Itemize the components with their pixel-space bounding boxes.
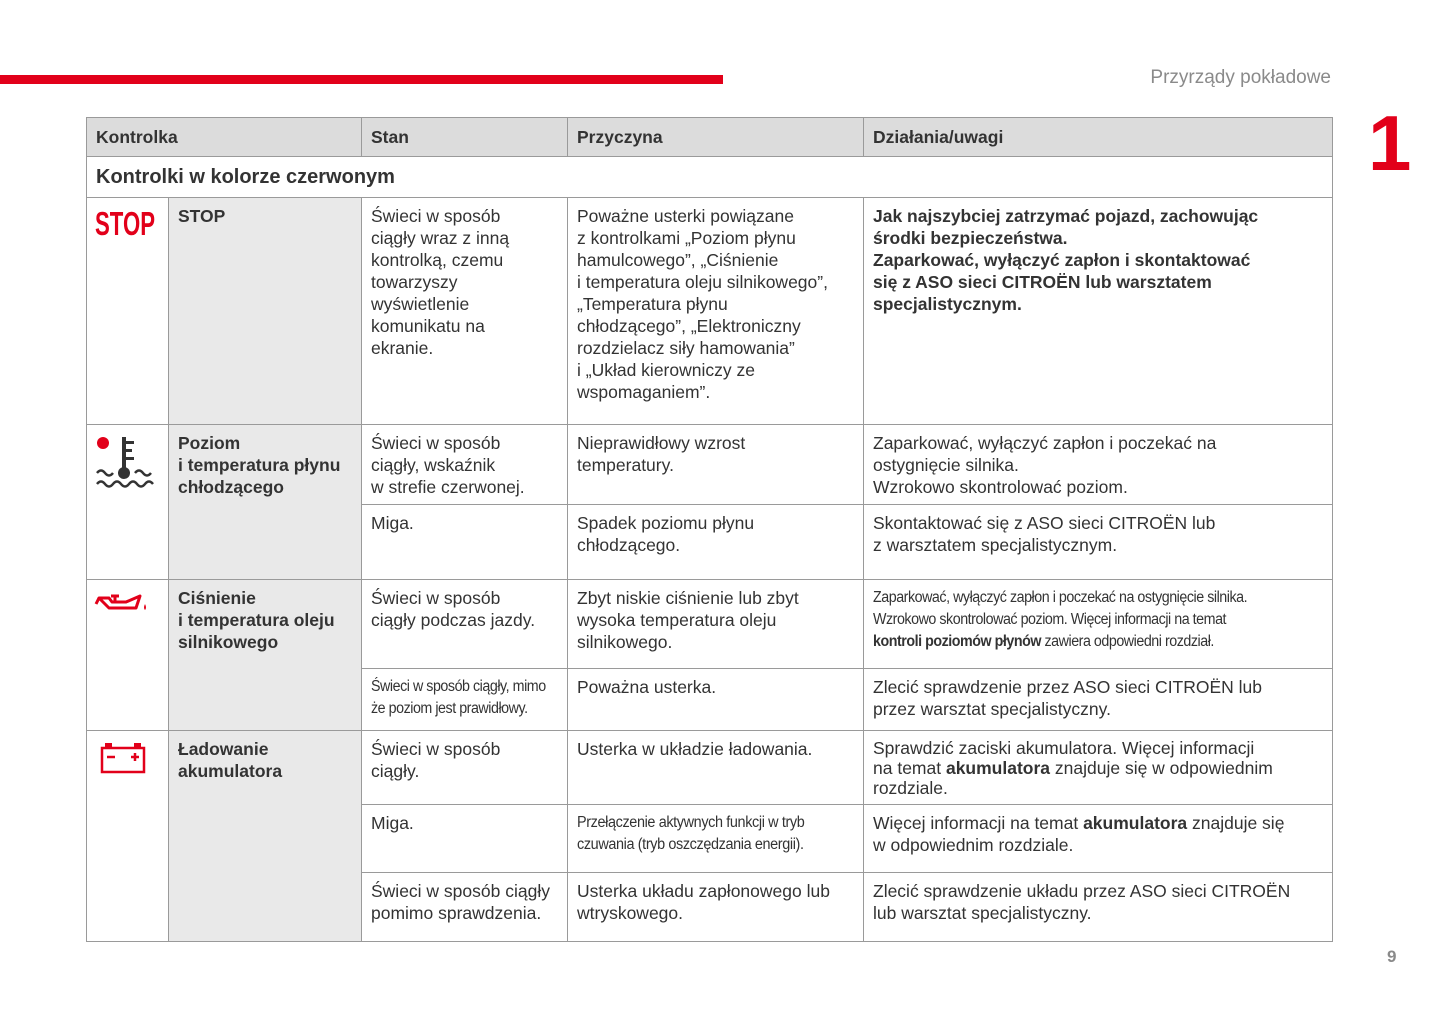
coolant-temperature-icon	[93, 429, 157, 493]
stop-icon-cell	[87, 198, 169, 425]
battery-action-2: Więcej informacji na temat akumulatora znajduje się w odpowiednim rozdziale.	[864, 805, 1333, 873]
table-header-row	[87, 118, 1333, 157]
battery-icon-cell	[87, 731, 169, 942]
stop-state: Świeci w sposób ciągły wraz z inną kontrolką, czemu towarzyszy wyświetlenie komunikatu na ekranie.	[362, 198, 568, 425]
stop-cause: Poważne usterki powiązane z kontrolkami „Poziom płynu hamulcowego”, „Ciśnienie i temperatura oleju silnikowego”, „Temperatura płynu chłodzącego”, „Elektroniczny rozdzielacz siły hamowania” i „Układ kierowniczy ze wspomaganiem”.	[568, 198, 864, 425]
oil-name: Ciśnienie i temperatura oleju silnikowego	[169, 580, 362, 731]
battery-cause-3: Usterka układu zapłonowego lub wtryskowego.	[568, 873, 864, 942]
warning-lights-table	[86, 117, 1333, 942]
stop-name: STOP	[169, 198, 362, 425]
table-row-coolant-1	[87, 425, 1333, 505]
column-header-kontrolka: Kontrolka	[87, 118, 362, 157]
oil-state-2: Świeci w sposób ciągły, mimo że poziom jest prawidłowy.	[362, 669, 568, 731]
battery-cause-1: Usterka w układzie ładowania.	[568, 731, 864, 805]
column-header-dzialania: Działania/uwagi	[864, 118, 1333, 157]
category-title: Kontrolki w kolorze czerwonym	[87, 157, 1333, 198]
battery-state-1: Świeci w sposób ciągły.	[362, 731, 568, 805]
section-title: Przyrządy pokładowe	[1150, 67, 1331, 88]
battery-icon	[93, 735, 157, 779]
oil-pressure-icon	[93, 584, 157, 624]
coolant-name: Poziom i temperatura płynu chłodzącego	[169, 425, 362, 580]
oil-cause-1: Zbyt niskie ciśnienie lub zbyt wysoka temperatura oleju silnikowego.	[568, 580, 864, 669]
column-header-stan: Stan	[362, 118, 568, 157]
header-red-bar	[0, 75, 723, 84]
coolant-icon-cell	[87, 425, 169, 580]
oil-icon-cell	[87, 580, 169, 731]
battery-state-2: Miga.	[362, 805, 568, 873]
battery-state-3: Świeci w sposób ciągły pomimo sprawdzenia.	[362, 873, 568, 942]
coolant-state-1: Świeci w sposób ciągły, wskaźnik w strefie czerwonej.	[362, 425, 568, 505]
stop-icon	[93, 202, 159, 242]
oil-action-1-text: Zaparkować, wyłączyć zapłon i poczekać na ostygnięcie silnika. Wzrokowo skontrolować poziom. Więcej informacji na temat kontroli poziomów płynów zawiera odpowiedni rozdział.	[873, 589, 1248, 650]
oil-action-1	[864, 580, 1333, 669]
battery-action-3: Zlecić sprawdzenie układu przez ASO sieci CITROËN lub warsztat specjalistyczny.	[864, 873, 1333, 942]
battery-cause-2: Przełączenie aktywnych funkcji w tryb czuwania (tryb oszczędzania energii).	[568, 805, 864, 873]
oil-cause-2: Poważna usterka.	[568, 669, 864, 731]
page-number: 9	[1387, 947, 1397, 966]
oil-action-2: Zlecić sprawdzenie przez ASO sieci CITROËN lub przez warsztat specjalistyczny.	[864, 669, 1333, 731]
table-row-stop	[87, 198, 1333, 425]
battery-name: Ładowanie akumulatora	[169, 731, 362, 942]
coolant-action-1: Zaparkować, wyłączyć zapłon i poczekać na ostygnięcie silnika. Wzrokowo skontrolować poziom.	[864, 425, 1333, 505]
category-row	[87, 157, 1333, 198]
column-header-przyczyna: Przyczyna	[568, 118, 864, 157]
coolant-state-2: Miga.	[362, 505, 568, 580]
coolant-cause-1: Nieprawidłowy wzrost temperatury.	[568, 425, 864, 505]
table-row-battery-1	[87, 731, 1333, 805]
chapter-number: 1	[1368, 99, 1412, 187]
table-row-oil-1	[87, 580, 1333, 669]
battery-action-1: Sprawdzić zaciski akumulatora. Więcej informacji na temat akumulatora znajduje się w odpowiednim rozdziale.	[864, 731, 1333, 805]
stop-action: Jak najszybciej zatrzymać pojazd, zachowując środki bezpieczeństwa. Zaparkować, wyłączyć zapłon i skontaktować się z ASO sieci CITROËN lub warsztatem specjalistycznym.	[864, 198, 1333, 425]
coolant-cause-2: Spadek poziomu płynu chłodzącego.	[568, 505, 864, 580]
coolant-action-2: Skontaktować się z ASO sieci CITROËN lub z warsztatem specjalistycznym.	[864, 505, 1333, 580]
stop-icon-text: STOP	[95, 205, 155, 242]
oil-state-1: Świeci w sposób ciągły podczas jazdy.	[362, 580, 568, 669]
